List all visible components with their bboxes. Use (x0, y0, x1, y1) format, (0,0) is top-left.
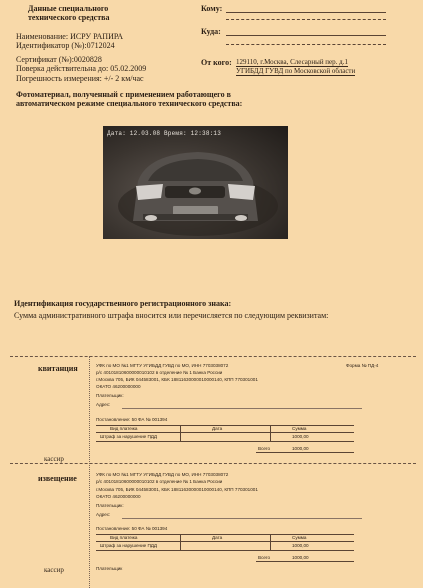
receipt-total-line (256, 452, 354, 453)
notice-account: р/с 40101810600000010102 в отделение № 1 Банка России (96, 479, 223, 484)
notice-recipient: УФК по МО №1 МГТУ УГИБДД ГУВД по МО, ИНН 7703038072 (96, 472, 229, 477)
notice-table-row-line (96, 550, 354, 551)
notice-table-col2 (270, 534, 271, 550)
notice-address: Адрес: (96, 512, 111, 517)
receipt-payer: Плательщик: (96, 393, 124, 398)
where-line (226, 35, 386, 36)
photo-caption-line2: автоматическом режиме специального технического средства: (16, 99, 243, 108)
identification-title: Идентификация государственного регистрационного знака: (14, 299, 232, 308)
vehicle-photo (103, 126, 288, 239)
from-organization: УГИБДД ГУВД по Московской области (236, 67, 356, 75)
receipt-form-code: Форма № ПД-4 (346, 363, 379, 368)
where-line-2 (226, 44, 386, 45)
device-title-line1: Данные специального (28, 4, 109, 13)
receipt-decree: Постановление: 50 ФА № 001394 (96, 417, 168, 422)
receipt-cashier: кассир (44, 455, 64, 463)
photo-timestamp: Дата: 12.03.08 Время: 12:38:13 (107, 130, 222, 137)
device-id: Идентификатор (№):0712024 (16, 41, 115, 50)
fine-requisites-note: Сумма административного штрафа вносится или перечисляется по следующим реквизитам: (14, 311, 329, 320)
notice-payer-sign: Плательщик (96, 566, 123, 571)
notice-label: извещение (38, 474, 77, 483)
notice-total-line (256, 561, 354, 562)
receipt-table-row-line (96, 441, 354, 442)
device-verification: Поверка действительна до: 05.02.2009 (16, 64, 147, 73)
receipt-okato: ОКАТО 46200000000 (96, 384, 141, 389)
where-label: Куда: (201, 27, 221, 36)
notice-row-service: Штраф за нарушение ПДД (100, 543, 158, 548)
from-label: От кого: (201, 58, 232, 67)
receipt-recipient: УФК по МО №1 МГТУ УГИБДД ГУВД по МО, ИНН 7703038072 (96, 363, 229, 368)
notice-col-sum: Сумма (292, 535, 307, 540)
car-front-image (103, 126, 288, 239)
receipt-total-sum: 1000,00 (292, 446, 309, 451)
receipt-middle-border (10, 463, 416, 464)
receipt-account: р/с 40101810600000010102 в отделение № 1 Банка России (96, 370, 223, 375)
receipt-row-sum: 1000,00 (292, 434, 309, 439)
to-label: Кому: (201, 4, 223, 13)
from-address: 129110, г.Москва, Слесарный пер. д.1 (236, 58, 348, 66)
receipt-table-col1 (180, 425, 181, 441)
receipt-address: Адрес: (96, 402, 111, 407)
receipt-row-service: Штраф за нарушение ПДД (100, 434, 158, 439)
device-certificate: Сертификат (№):0020828 (16, 55, 102, 64)
receipt-col-date: Дата (212, 426, 223, 431)
notice-okato: ОКАТО 46200000000 (96, 494, 141, 499)
notice-decree: Постановление: 50 ФА № 001394 (96, 526, 168, 531)
notice-payer: Плательщик: (96, 503, 124, 508)
receipt-total-label: Всего (258, 446, 271, 451)
notice-row-sum: 1000,00 (292, 543, 309, 548)
notice-table-col1 (180, 534, 181, 550)
to-line (226, 12, 386, 13)
notice-bank: г.Москва 705, БИК 044583001, КБК 18811630000010000140, КПП 770301001 (96, 487, 258, 492)
receipt-label: квитанция (38, 364, 78, 373)
notice-address-line (122, 518, 362, 519)
notice-total-label: Всего (258, 555, 271, 560)
notice-cashier: кассир (44, 566, 64, 574)
notice-col-date: Дата (212, 535, 223, 540)
to-line-2 (226, 19, 386, 20)
device-name: Наименование: ИСРУ РАПИРА (16, 32, 124, 41)
receipt-bank: г.Москва 705, БИК 044583001, КБК 18811630000010000140, КПП 770301001 (96, 377, 258, 382)
receipt-divider (89, 356, 90, 588)
photo-caption-line1: Фотоматериал, полученный с применением работающего в (16, 90, 231, 99)
device-title-line2: технического средства (28, 13, 110, 22)
receipt-col-sum: Сумма (292, 426, 307, 431)
receipt-table-col2 (270, 425, 271, 441)
receipt-col-service: Вид платежа (110, 426, 138, 431)
notice-table-header-line (96, 541, 354, 542)
receipt-table-header-line (96, 432, 354, 433)
receipt-top-border (10, 356, 416, 357)
notice-col-service: Вид платежа (110, 535, 138, 540)
device-error: Погрешность измерения: +/- 2 км/час (16, 74, 144, 83)
notice-total-sum: 1000,00 (292, 555, 309, 560)
receipt-address-line (122, 408, 362, 409)
